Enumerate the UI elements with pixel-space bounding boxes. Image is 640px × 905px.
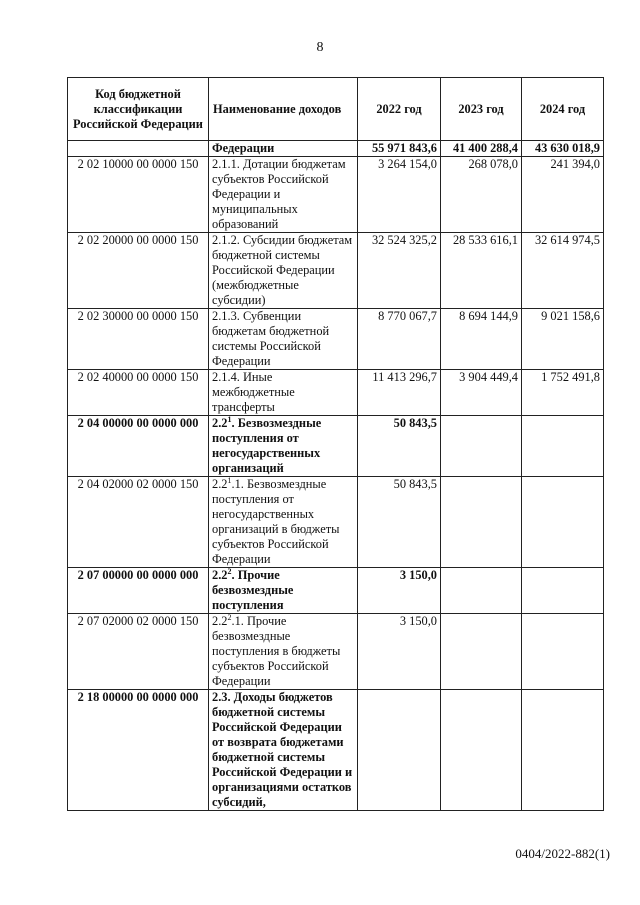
- name-cell: 2.3. Доходы бюджетов бюджетной системы Российской Федерации от возврата бюджетами бюджетной системы Российской Федерации и организациями остатков субсидий,: [209, 690, 358, 811]
- name-cell: 2.1.2. Субсидии бюджетам бюджетной системы Российской Федерации (межбюджетные субсидии): [209, 233, 358, 309]
- name-prefix: 2.2: [212, 568, 228, 582]
- value-2023-cell: 28 533 616,1: [441, 233, 522, 309]
- name-cell: 2.1.4. Иные межбюджетные трансферты: [209, 370, 358, 416]
- header-2022: 2022 год: [358, 78, 441, 141]
- name-superscript: 1: [227, 414, 232, 424]
- name-superscript: 2: [227, 612, 232, 622]
- value-2024-cell: [522, 614, 604, 690]
- value-2023-cell: 3 904 449,4: [441, 370, 522, 416]
- table-row: [68, 690, 604, 811]
- total-name-cell: Федерации: [209, 141, 358, 157]
- value-2024-cell: 241 394,0: [522, 157, 604, 233]
- table-row: [68, 614, 604, 690]
- value-2024-cell: [522, 416, 604, 477]
- name-text: .1. Безвозмездные поступления от негосударственных организаций в бюджеты субъектов Российской Федерации: [212, 477, 340, 566]
- code-cell: 2 02 30000 00 0000 150: [68, 309, 209, 370]
- value-2022-cell: [358, 690, 441, 811]
- value-2023-cell: [441, 568, 522, 614]
- name-superscript: 2: [227, 566, 232, 576]
- code-cell: 2 02 40000 00 0000 150: [68, 370, 209, 416]
- value-2023-cell: [441, 477, 522, 568]
- table-row: [68, 309, 604, 370]
- table-header-row: [68, 78, 604, 141]
- name-prefix: 2.2: [212, 477, 228, 491]
- code-cell: 2 07 00000 00 0000 000: [68, 568, 209, 614]
- name-text: . Безвозмездные поступления от негосударственных организаций: [212, 416, 322, 475]
- code-cell: 2 18 00000 00 0000 000: [68, 690, 209, 811]
- value-2022-cell: 50 843,5: [358, 477, 441, 568]
- table-row: [68, 416, 604, 477]
- header-2024: 2024 год: [522, 78, 604, 141]
- value-2023-cell: [441, 614, 522, 690]
- value-2022-cell: 3 150,0: [358, 568, 441, 614]
- name-cell: [209, 568, 358, 614]
- value-2023-cell: 268 078,0: [441, 157, 522, 233]
- value-2024-cell: 32 614 974,5: [522, 233, 604, 309]
- table-row: [68, 233, 604, 309]
- document-id: 0404/2022-882(1): [515, 846, 610, 861]
- header-code: Код бюджетной классификации Российской Федерации: [68, 78, 209, 141]
- total-code-cell: [68, 141, 209, 157]
- code-cell: 2 07 02000 02 0000 150: [68, 614, 209, 690]
- name-text: . Прочие безвозмездные поступления: [212, 568, 294, 612]
- name-cell: [209, 614, 358, 690]
- value-2023-cell: 8 694 144,9: [441, 309, 522, 370]
- code-cell: 2 04 00000 00 0000 000: [68, 416, 209, 477]
- name-prefix: 2.2: [212, 614, 228, 628]
- value-2022-cell: 8 770 067,7: [358, 309, 441, 370]
- total-2024-cell: 43 630 018,9: [522, 141, 604, 157]
- value-2022-cell: 32 524 325,2: [358, 233, 441, 309]
- revenue-table: [67, 77, 604, 811]
- name-text: .1. Прочие безвозмездные поступления в бюджеты субъектов Российской Федерации: [212, 614, 341, 688]
- value-2022-cell: 3 150,0: [358, 614, 441, 690]
- name-prefix: 2.2: [212, 416, 228, 430]
- value-2024-cell: 1 752 491,8: [522, 370, 604, 416]
- table-row: [68, 370, 604, 416]
- value-2024-cell: [522, 477, 604, 568]
- table-row: [68, 568, 604, 614]
- table-row: [68, 157, 604, 233]
- header-2023: 2023 год: [441, 78, 522, 141]
- total-2022-cell: 55 971 843,6: [358, 141, 441, 157]
- value-2024-cell: 9 021 158,6: [522, 309, 604, 370]
- code-cell: 2 04 02000 02 0000 150: [68, 477, 209, 568]
- name-cell: 2.1.1. Дотации бюджетам субъектов Российской Федерации и муниципальных образований: [209, 157, 358, 233]
- value-2022-cell: 3 264 154,0: [358, 157, 441, 233]
- table-row: [68, 477, 604, 568]
- name-superscript: 1: [227, 475, 232, 485]
- value-2023-cell: [441, 690, 522, 811]
- name-cell: [209, 416, 358, 477]
- name-cell: 2.1.3. Субвенции бюджетам бюджетной системы Российской Федерации: [209, 309, 358, 370]
- name-cell: [209, 477, 358, 568]
- header-name: Наименование доходов: [209, 78, 358, 141]
- value-2024-cell: [522, 690, 604, 811]
- code-cell: 2 02 10000 00 0000 150: [68, 157, 209, 233]
- total-row: [68, 141, 604, 157]
- code-cell: 2 02 20000 00 0000 150: [68, 233, 209, 309]
- value-2022-cell: 11 413 296,7: [358, 370, 441, 416]
- value-2024-cell: [522, 568, 604, 614]
- value-2022-cell: 50 843,5: [358, 416, 441, 477]
- total-2023-cell: 41 400 288,4: [441, 141, 522, 157]
- value-2023-cell: [441, 416, 522, 477]
- page-number: 8: [316, 40, 324, 55]
